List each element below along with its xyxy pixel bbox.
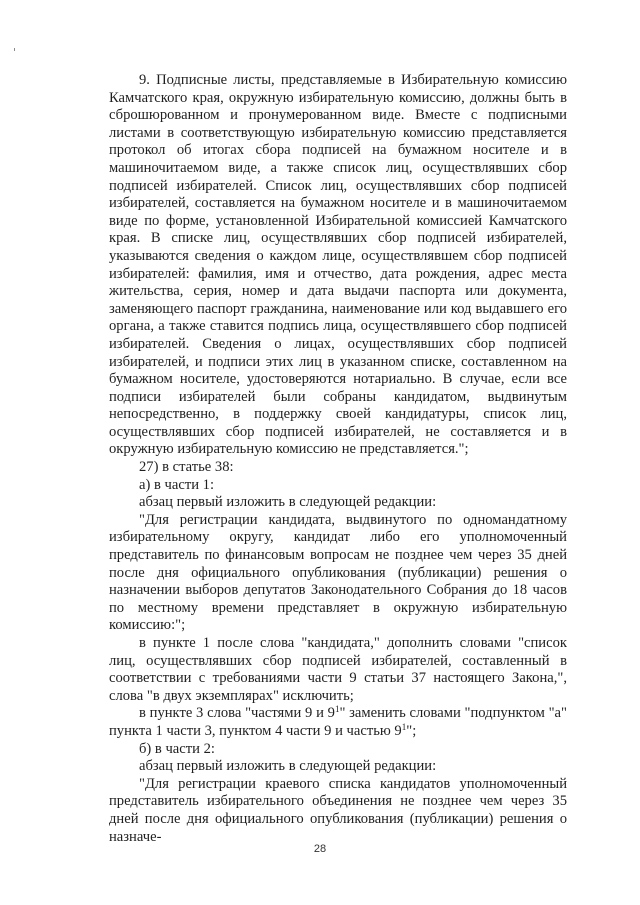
paragraph-subitem-a: а) в части 1: — [139, 476, 215, 493]
paragraph-punkt-1: в пункте 1 после слова "кандидата," дополнить словами "список лиц, осуществлявших сбор подписей избирателей, составленный в соответствии с требованиями части 9 статьи 37 настоящего Закона,", слова "в двух экземплярах" исключить; — [109, 635, 567, 704]
punkt-3-superscript-1: 1 — [334, 704, 340, 715]
document-body — [109, 72, 567, 846]
punkt-3-text-part-1: в пункте 3 слова "частями 9 и 9 — [139, 705, 335, 722]
page-number: 28 — [313, 843, 327, 855]
paragraph-abzac-first-2: абзац первый изложить в следующей редакции: — [139, 758, 437, 775]
paragraph-item-27: 27) в статье 38: — [139, 459, 234, 476]
scan-margin-mark — [14, 48, 15, 51]
paragraph-punkt-3 — [109, 705, 567, 740]
punkt-3-superscript-2: 1 — [401, 721, 407, 732]
paragraph-subitem-b: б) в части 2: — [139, 740, 215, 757]
paragraph-abzac-first-1: абзац первый изложить в следующей редакции: — [139, 494, 437, 511]
paragraph-quote-candidate-registration: "Для регистрации кандидата, выдвинутого по одномандатному избирательному округу, кандидат либо его уполномоченный представитель по финансовым вопросам не позднее чем через 35 дней после дня официального опубликования (публикации) решения о назначении выборов депутатов Законодательного Собрания до 18 часов по местному времени представляет в окружную избирательную комиссию:"; — [109, 511, 567, 634]
paragraph-quote-list-registration: "Для регистрации краевого списка кандидатов уполномоченный представитель избирательного объединения не позднее чем через 35 дней после дня официального опубликования (публикации) решения о назначе- — [109, 775, 567, 845]
punkt-3-text-part-2: " заменить словами "подпунктом "а" пункта 1 части 3, пунктом 4 части 9 и частью 9 — [109, 705, 567, 739]
paragraph-item-9: 9. Подписные листы, представляемые в Избирательную комиссию Камчатского края, окружную избирательную комиссию, должны быть в сброшюрованном и пронумерованном виде. Вместе с подписными листами в соответствующую избирательную комиссию представляется протокол об итогах сбора подписей на бумажном носителе и в машиночитаемом виде, а также список лиц, осуществлявших сбор подписей избирателей. Список лиц, осуществлявших сбор подписей избирателей, составляется на бумажном носителе и в машиночитаемом виде по форме, установленной Избирательной комиссией Камчатского края. В списке лиц, осуществлявших сбор подписей избирателей, указываются сведения о каждом лице, осуществлявшем сбор подписей избирателей: фамилия, имя и отчество, дата рождения, адрес места жительства, серия, номер и дата выдачи паспорта или документа, заменяющего паспорт гражданина, наименование или код выдавшего его органа, а также ставится подпись лица, осуществлявшего сбор подписей избирателей. Сведения о лицах, осуществлявших сбор подписей избирателей, и подписи этих лиц в указанном списке, составленном на бумажном носителе, удостоверяются нотариально. В случае, если все подписи избирателей были собраны кандидатом, выдвинутым непосредственно, в поддержку своей кандидатуры, список лиц, осуществлявших сбор подписей избирателей, не составляется и в окружную избирательную комиссию не представляется."; — [109, 72, 567, 458]
punkt-3-text-part-3: "; — [406, 722, 417, 739]
